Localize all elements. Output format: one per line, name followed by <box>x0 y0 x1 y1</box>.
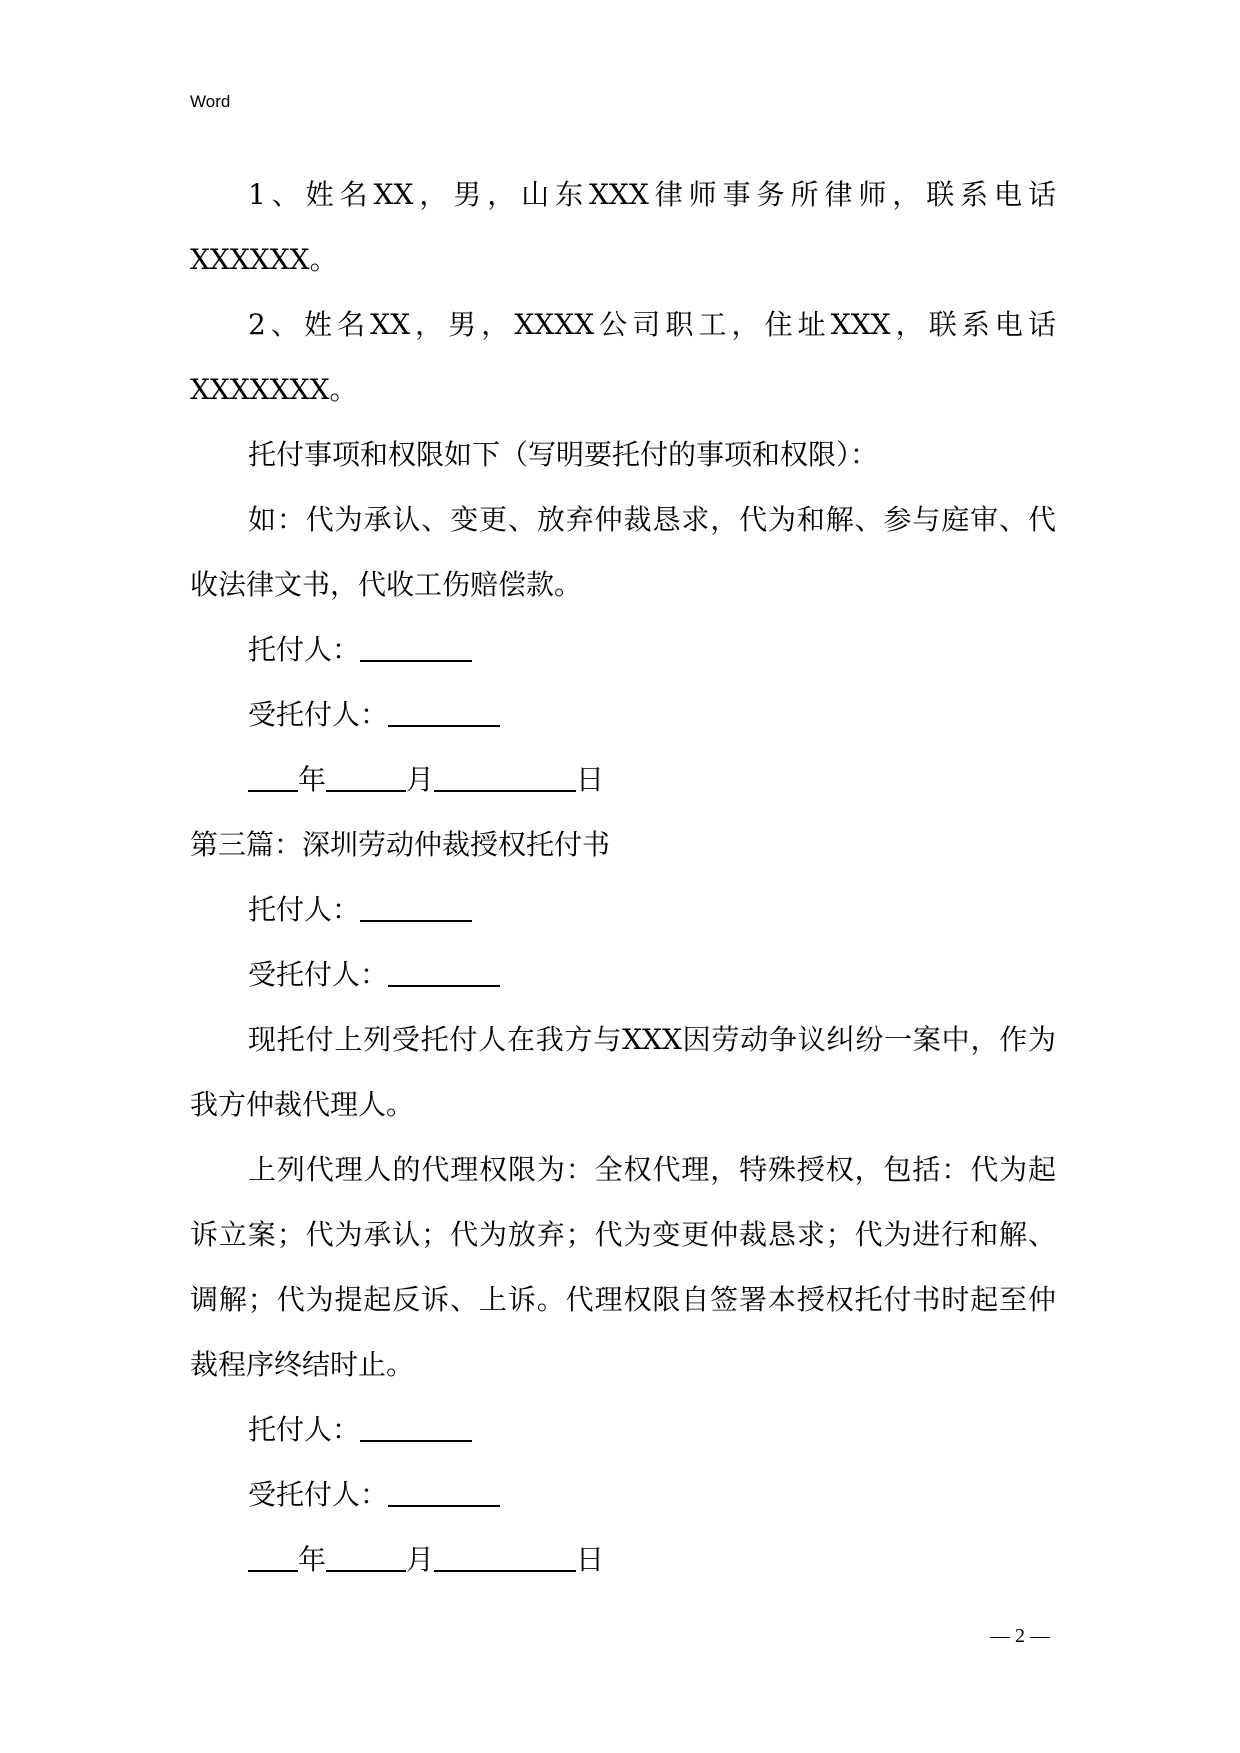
signature-line <box>360 632 472 662</box>
month-blank <box>326 762 406 792</box>
signature-principal-label: 托付人： <box>248 1413 361 1446</box>
signature-line <box>388 1477 500 1507</box>
signature-agent-label: 受托付人： <box>248 698 389 731</box>
year-blank <box>248 1542 298 1572</box>
paragraph-agent-1-phone: XXXXXX。 <box>190 243 338 276</box>
year-label: 年 <box>298 1543 327 1576</box>
month-label: 月 <box>406 1543 435 1576</box>
paragraph-agent-2-phone: XXXXXXX。 <box>190 373 358 406</box>
signature-agent-label: 受托付人： <box>248 1478 389 1511</box>
paragraph-agent-2: 2、姓名XX，男，XXXX公司职工，住址XXX，联系电话 <box>248 308 1056 341</box>
signature-principal-2 <box>190 877 1056 942</box>
paragraph-agent-1: 1、姓名XX，男，山东XXX律师事务所律师，联系电话 <box>248 178 1056 211</box>
signature-line <box>388 957 500 987</box>
signature-principal-3 <box>190 1397 1056 1462</box>
day-blank <box>434 1542 576 1572</box>
signature-agent-label: 受托付人： <box>248 958 389 991</box>
signature-principal-1 <box>190 617 1056 682</box>
signature-line <box>360 892 472 922</box>
signature-agent-1 <box>190 682 1056 747</box>
paragraph-authority-scope: 上列代理人的代理权限为：全权代理，特殊授权，包括：代为起诉立案；代为承认；代为放弃；代为变更仲裁恳求；代为进行和解、调解；代为提起反诉、上诉。代理权限自签署本授权托付书时起至仲裁程序终结时止。 <box>190 1153 1056 1381</box>
page-number: — 2 — <box>990 1625 1050 1647</box>
month-label: 月 <box>406 763 435 796</box>
signature-agent-2 <box>190 942 1056 1007</box>
year-label: 年 <box>298 763 327 796</box>
paragraph-authorization: 现托付上列受托付人在我方与XXX因劳动争议纠纷一案中，作为我方仲裁代理人。 <box>190 1023 1056 1121</box>
year-blank <box>248 762 298 792</box>
signature-agent-3 <box>190 1462 1056 1527</box>
signature-principal-label: 托付人： <box>248 893 361 926</box>
paragraph-matters-intro: 托付事项和权限如下（写明要托付的事项和权限）： <box>248 438 879 471</box>
day-label: 日 <box>576 763 605 796</box>
document-body <box>190 162 1056 1592</box>
day-blank <box>434 762 576 792</box>
month-blank <box>326 1542 406 1572</box>
date-line-2 <box>190 1527 1056 1592</box>
section-title: 第三篇：深圳劳动仲裁授权托付书 <box>190 828 611 861</box>
document-header: Word <box>190 92 231 111</box>
date-line-1 <box>190 747 1056 812</box>
signature-line <box>360 1412 472 1442</box>
day-label: 日 <box>576 1543 605 1576</box>
signature-principal-label: 托付人： <box>248 633 361 666</box>
signature-line <box>388 697 500 727</box>
paragraph-matters-example: 如：代为承认、变更、放弃仲裁恳求，代为和解、参与庭审、代收法律文书，代收工伤赔偿款。 <box>190 503 1056 601</box>
